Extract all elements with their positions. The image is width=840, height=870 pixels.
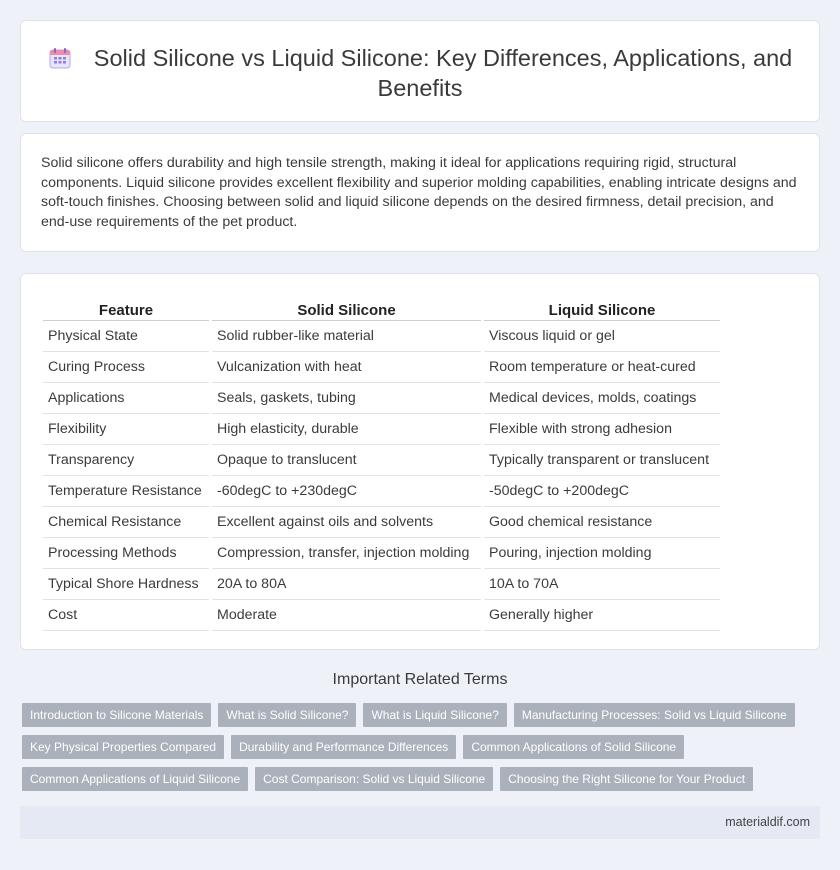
feature-cell: Temperature Resistance (43, 476, 209, 507)
feature-cell: Transparency (43, 445, 209, 476)
related-term-link[interactable]: Durability and Performance Differences (231, 735, 456, 759)
page-title (21, 43, 819, 103)
solid-silicone-cell: Excellent against oils and solvents (212, 507, 481, 538)
footer (20, 806, 820, 839)
related-term-link[interactable]: Cost Comparison: Solid vs Liquid Silicone (255, 767, 493, 791)
liquid-silicone-cell: Pouring, injection molding (484, 538, 720, 569)
solid-silicone-cell: -60degC to +230degC (212, 476, 481, 507)
comparison-table (43, 295, 720, 631)
page-title-text: Solid Silicone vs Liquid Silicone: Key Differences, Applications, and Benefits (93, 45, 793, 101)
intro-paragraph: Solid silicone offers durability and high tensile strength, making it ideal for applications requiring rigid, structural components. Liquid silicone provides excellent flexibility and superior molding capabilities, enabling intricate designs and soft-touch finishes. Choosing between solid and liquid silicone depends on the desired firmness, detail precision, and end-use requirements of the pet product. (41, 155, 797, 230)
related-term-link[interactable]: Introduction to Silicone Materials (22, 703, 211, 727)
footer-site[interactable]: materialdif.com (725, 815, 810, 829)
feature-cell: Physical State (43, 321, 209, 352)
table-row (43, 352, 720, 383)
table-row (43, 476, 720, 507)
solid-silicone-cell: Moderate (212, 600, 481, 631)
liquid-silicone-cell: Flexible with strong adhesion (484, 414, 720, 445)
table-row (43, 414, 720, 445)
header-solid-silicone: Solid Silicone (212, 295, 481, 321)
related-terms-heading: Important Related Terms (332, 671, 508, 688)
liquid-silicone-cell: Medical devices, molds, coatings (484, 383, 720, 414)
table-row (43, 538, 720, 569)
related-term-link[interactable]: Key Physical Properties Compared (22, 735, 224, 759)
related-terms-row (22, 735, 812, 759)
title-card (20, 20, 820, 122)
related-term-link[interactable]: Common Applications of Solid Silicone (463, 735, 684, 759)
table-row (43, 507, 720, 538)
solid-silicone-cell: Compression, transfer, injection molding (212, 538, 481, 569)
feature-cell: Typical Shore Hardness (43, 569, 209, 600)
solid-silicone-cell: Opaque to translucent (212, 445, 481, 476)
table-row (43, 445, 720, 476)
table-row (43, 383, 720, 414)
liquid-silicone-cell: 10A to 70A (484, 569, 720, 600)
related-term-link[interactable]: Choosing the Right Silicone for Your Product (500, 767, 753, 791)
related-term-link[interactable]: What is Solid Silicone? (218, 703, 356, 727)
related-terms-list (22, 703, 812, 799)
liquid-silicone-cell: Typically transparent or translucent (484, 445, 720, 476)
header-liquid-silicone: Liquid Silicone (484, 295, 720, 321)
feature-cell: Processing Methods (43, 538, 209, 569)
table-row (43, 569, 720, 600)
feature-cell: Curing Process (43, 352, 209, 383)
related-terms-row (22, 767, 812, 791)
related-term-link[interactable]: Manufacturing Processes: Solid vs Liquid Silicone (514, 703, 795, 727)
table-header-row (43, 295, 720, 321)
intro-card (20, 133, 820, 252)
solid-silicone-cell: Vulcanization with heat (212, 352, 481, 383)
liquid-silicone-cell: Good chemical resistance (484, 507, 720, 538)
feature-cell: Applications (43, 383, 209, 414)
related-term-link[interactable]: Common Applications of Liquid Silicone (22, 767, 248, 791)
feature-cell: Flexibility (43, 414, 209, 445)
solid-silicone-cell: High elasticity, durable (212, 414, 481, 445)
solid-silicone-cell: 20A to 80A (212, 569, 481, 600)
liquid-silicone-cell: Room temperature or heat-cured (484, 352, 720, 383)
solid-silicone-cell: Seals, gaskets, tubing (212, 383, 481, 414)
calendar-icon (48, 46, 72, 70)
related-terms-row (22, 703, 812, 727)
table-row (43, 321, 720, 352)
header-feature: Feature (43, 295, 209, 321)
liquid-silicone-cell: Viscous liquid or gel (484, 321, 720, 352)
related-term-link[interactable]: What is Liquid Silicone? (363, 703, 506, 727)
solid-silicone-cell: Solid rubber-like material (212, 321, 481, 352)
liquid-silicone-cell: Generally higher (484, 600, 720, 631)
table-row (43, 600, 720, 631)
liquid-silicone-cell: -50degC to +200degC (484, 476, 720, 507)
feature-cell: Cost (43, 600, 209, 631)
feature-cell: Chemical Resistance (43, 507, 209, 538)
comparison-card (20, 273, 820, 650)
